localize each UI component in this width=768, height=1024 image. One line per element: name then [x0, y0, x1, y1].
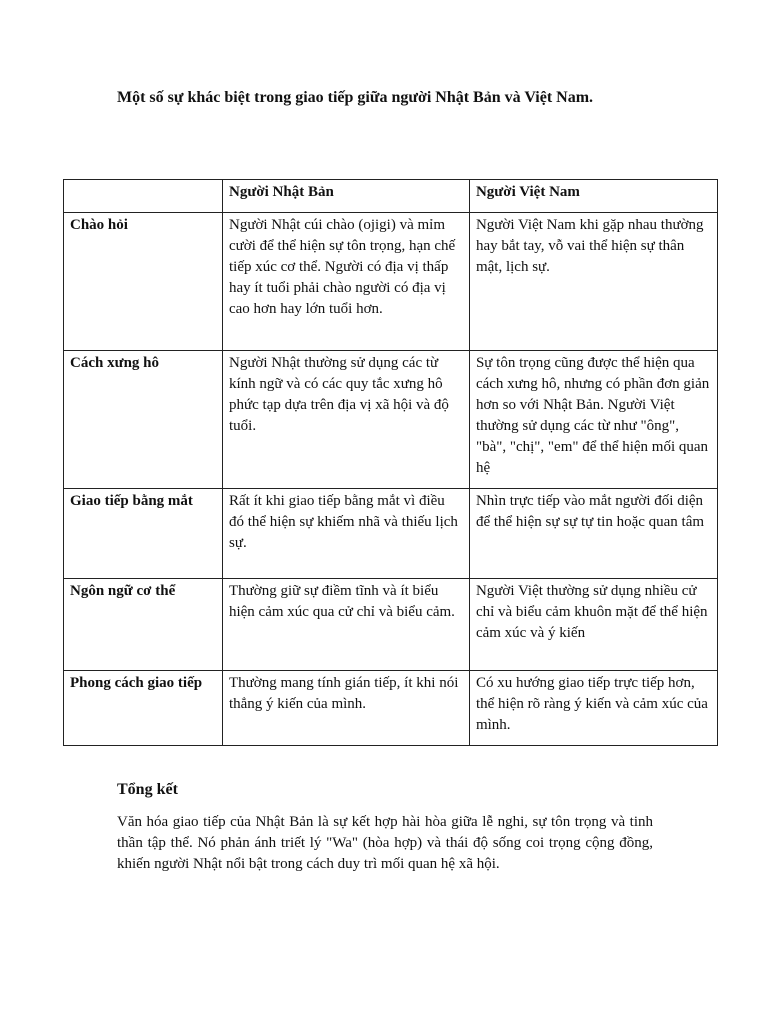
document-title: Một số sự khác biệt trong giao tiếp giữa người Nhật Bản và Việt Nam.	[117, 89, 594, 106]
summary-heading: Tổng kết	[117, 781, 178, 798]
table-row	[64, 579, 718, 671]
table-header-row	[64, 180, 718, 213]
table-row	[64, 489, 718, 579]
header-cell-japan: Người Nhật Bản	[222, 180, 469, 213]
table-row	[64, 213, 718, 351]
row-label-body-language: Ngôn ngữ cơ thể	[64, 579, 223, 671]
cell-vietnam-body-language: Người Việt thường sử dụng nhiều cử chỉ và biểu cảm khuôn mặt để thể hiện cảm xúc và ý kiến	[469, 579, 717, 671]
cell-japan-style: Thường mang tính gián tiếp, ít khi nói thẳng ý kiến của mình.	[222, 671, 469, 746]
row-label-address: Cách xưng hô	[64, 351, 223, 489]
comparison-table	[63, 179, 718, 746]
table-row	[64, 351, 718, 489]
cell-japan-eye-contact: Rất ít khi giao tiếp bằng mắt vì điều đó thể hiện sự khiếm nhã và thiếu lịch sự.	[222, 489, 469, 579]
cell-japan-body-language: Thường giữ sự điềm tĩnh và ít biểu hiện cảm xúc qua cử chỉ và biểu cảm.	[222, 579, 469, 671]
cell-japan-address: Người Nhật thường sử dụng các từ kính ngữ và có các quy tắc xưng hô phức tạp dựa trên địa vị xã hội và độ tuổi.	[222, 351, 469, 489]
row-label-eye-contact: Giao tiếp bằng mắt	[64, 489, 223, 579]
row-label-greeting: Chào hỏi	[64, 213, 223, 351]
header-cell-empty	[64, 180, 223, 213]
cell-vietnam-greeting: Người Việt Nam khi gặp nhau thường hay bắt tay, vỗ vai thể hiện sự thân mật, lịch sự.	[469, 213, 717, 351]
row-label-style: Phong cách giao tiếp	[64, 671, 223, 746]
cell-vietnam-eye-contact: Nhìn trực tiếp vào mắt người đối diện để thể hiện sự sự tự tin hoặc quan tâm	[469, 489, 717, 579]
cell-vietnam-style: Có xu hướng giao tiếp trực tiếp hơn, thể hiện rõ ràng ý kiến và cảm xúc của mình.	[469, 671, 717, 746]
summary-paragraph: Văn hóa giao tiếp của Nhật Bản là sự kết hợp hài hòa giữa lễ nghi, sự tôn trọng và tinh thần tập thể. Nó phản ánh triết lý "Wa" (hòa hợp) và thái độ sống coi trọng cộng đồng, khiến người Nhật nổi bật trong cách duy trì mối quan hệ xã hội.	[117, 814, 653, 872]
header-cell-vietnam: Người Việt Nam	[469, 180, 717, 213]
cell-japan-greeting: Người Nhật cúi chào (ojigi) và mỉm cười để thể hiện sự tôn trọng, hạn chế tiếp xúc cơ thể. Người có địa vị thấp hay ít tuổi phải chào người có địa vị cao hơn hay lớn tuổi hơn.	[222, 213, 469, 351]
cell-vietnam-address: Sự tôn trọng cũng được thể hiện qua cách xưng hô, nhưng có phần đơn giản hơn so với Nhật Bản. Người Việt thường sử dụng các từ như "ông", "bà", "chị", "em" để thể hiện mối quan hệ	[469, 351, 717, 489]
table-row	[64, 671, 718, 746]
